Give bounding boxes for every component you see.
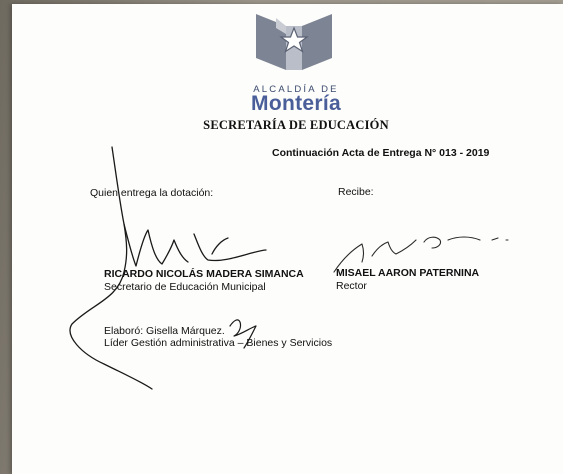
acta-title: Continuación Acta de Entrega N° 013 - 2019 (272, 147, 490, 159)
prepared-by: Elaboró: Gisella Márquez. (104, 325, 225, 337)
receiver-role: Rector (336, 280, 367, 292)
giver-role: Secretario de Educación Municipal (104, 281, 266, 293)
receiver-label: Recibe: (338, 186, 374, 198)
prepared-role: Líder Gestión administrativa – Bienes y Servicios (104, 337, 333, 349)
secretaria-title: SECRETARÍA DE EDUCACIÓN (203, 118, 389, 132)
giver-name: RICARDO NICOLÁS MADERA SIMANCA (104, 268, 304, 280)
alcaldia-label: ALCALDÍA DE (253, 84, 339, 95)
receiver-name: MISAEL AARON PATERNINA (336, 267, 480, 279)
document-page (12, 4, 563, 474)
alcaldia-logo-icon (256, 14, 332, 74)
city-name: Montería (251, 92, 341, 115)
giver-label: Quien entrega la dotación: (90, 187, 214, 199)
